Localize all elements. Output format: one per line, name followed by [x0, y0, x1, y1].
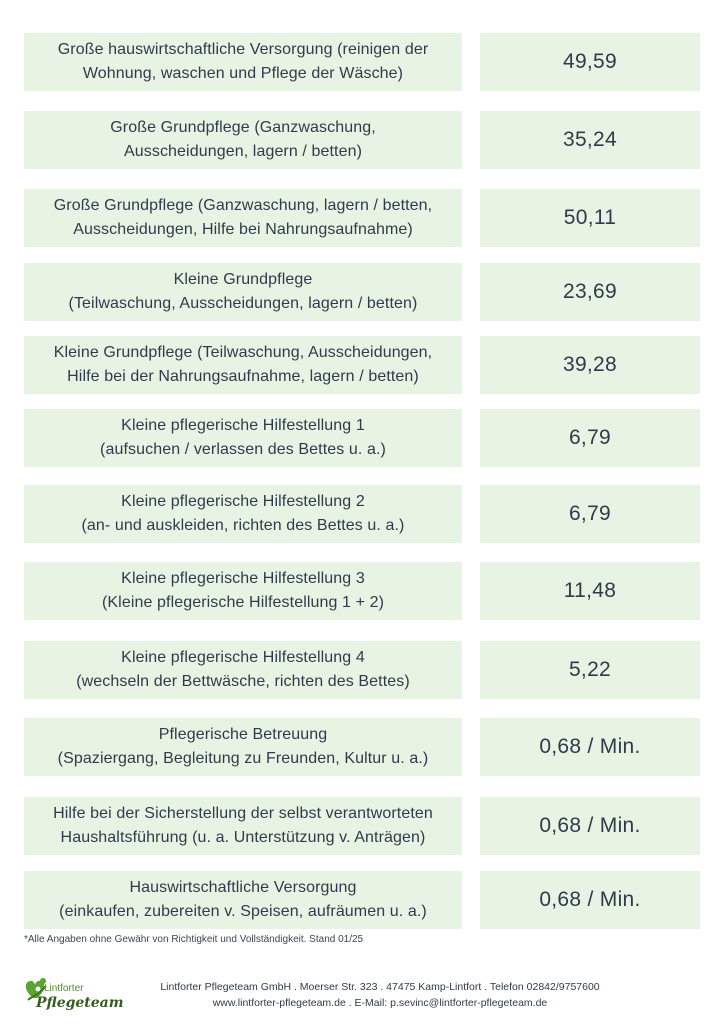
description-line: Hauswirtschaftliche Versorgung	[129, 879, 357, 896]
service-row	[24, 33, 700, 91]
service-description	[24, 797, 462, 855]
service-price: 6,79	[480, 485, 700, 543]
service-row	[24, 263, 700, 321]
description-line: Kleine pflegerische Hilfestellung 1	[121, 417, 365, 434]
service-row	[24, 409, 700, 467]
service-row	[24, 111, 700, 169]
description-line: Ausscheidungen, lagern / betten)	[123, 143, 363, 160]
service-price: 39,28	[480, 336, 700, 394]
service-description	[24, 718, 462, 776]
page-footer	[0, 970, 724, 1020]
description-line: Kleine Grundpflege	[173, 271, 313, 288]
contact-address: Lintforter Pflegeteam GmbH . Moerser Str. 323 . 47475 Kamp-Lintfort . Telefon 02842/9757600	[160, 981, 600, 993]
description-line: Wohnung, waschen und Pflege der Wäsche)	[82, 65, 404, 82]
logo-text-bottom: Pflegeteam	[36, 995, 124, 1011]
service-description	[24, 485, 462, 543]
description-line: Kleine pflegerische Hilfestellung 3	[121, 570, 365, 587]
service-row	[24, 797, 700, 855]
description-line: Kleine pflegerische Hilfestellung 4	[121, 649, 365, 666]
description-line: Große Grundpflege (Ganzwaschung, lagern / betten,	[53, 197, 433, 214]
description-line: Große hauswirtschaftliche Versorgung (reinigen der	[57, 41, 429, 58]
description-line: Kleine Grundpflege (Teilwaschung, Ausscheidungen,	[53, 344, 433, 361]
service-price: 49,59	[480, 33, 700, 91]
description-line: Haushaltsführung (u. a. Unterstützung v. Anträgen)	[60, 829, 426, 846]
service-description	[24, 562, 462, 620]
service-description	[24, 409, 462, 467]
service-price: 0,68 / Min.	[480, 871, 700, 929]
description-line: (aufsuchen / verlassen des Bettes u. a.)	[100, 441, 386, 458]
service-price: 35,24	[480, 111, 700, 169]
logo-text-top: Lintforter	[44, 983, 84, 994]
service-row	[24, 336, 700, 394]
description-line: (einkaufen, zubereiten v. Speisen, aufräumen u. a.)	[59, 903, 427, 920]
contact-web-email[interactable]: www.lintforter-pflegeteam.de . E-Mail: p.sevinc@lintforter-pflegeteam.de	[212, 997, 548, 1009]
description-line: Große Grundpflege (Ganzwaschung,	[110, 119, 376, 136]
service-row	[24, 189, 700, 247]
description-line: (Teilwaschung, Ausscheidungen, lagern / betten)	[68, 295, 418, 312]
service-price: 11,48	[480, 562, 700, 620]
contact-info	[120, 979, 640, 1011]
service-row	[24, 562, 700, 620]
service-description	[24, 871, 462, 929]
service-row	[24, 485, 700, 543]
service-description	[24, 263, 462, 321]
service-price: 50,11	[480, 189, 700, 247]
service-price: 6,79	[480, 409, 700, 467]
description-line: Ausscheidungen, Hilfe bei Nahrungsaufnahme)	[73, 221, 413, 238]
description-line: (wechseln der Bettwäsche, richten des Bettes)	[76, 673, 410, 690]
description-line: Hilfe bei der Sicherstellung der selbst verantworteten	[53, 805, 433, 822]
description-line: Hilfe bei der Nahrungsaufnahme, lagern / betten)	[67, 368, 419, 385]
service-price: 23,69	[480, 263, 700, 321]
description-line: (an- und auskleiden, richten des Bettes u. a.)	[81, 517, 405, 534]
service-description	[24, 641, 462, 699]
description-line: Kleine pflegerische Hilfestellung 2	[121, 493, 365, 510]
service-price: 5,22	[480, 641, 700, 699]
service-row	[24, 641, 700, 699]
service-price: 0,68 / Min.	[480, 718, 700, 776]
description-line: Pflegerische Betreuung	[158, 726, 328, 743]
description-line: (Spaziergang, Begleitung zu Freunden, Kultur u. a.)	[57, 750, 429, 767]
company-logo[interactable]	[22, 974, 124, 1018]
service-description	[24, 111, 462, 169]
service-description	[24, 189, 462, 247]
service-description	[24, 33, 462, 91]
service-price: 0,68 / Min.	[480, 797, 700, 855]
description-line: (Kleine pflegerische Hilfestellung 1 + 2)	[101, 594, 385, 611]
disclaimer-footnote: *Alle Angaben ohne Gewähr von Richtigkeit und Vollständigkeit. Stand 01/25	[24, 934, 364, 945]
service-description	[24, 336, 462, 394]
service-row	[24, 718, 700, 776]
service-row	[24, 871, 700, 929]
